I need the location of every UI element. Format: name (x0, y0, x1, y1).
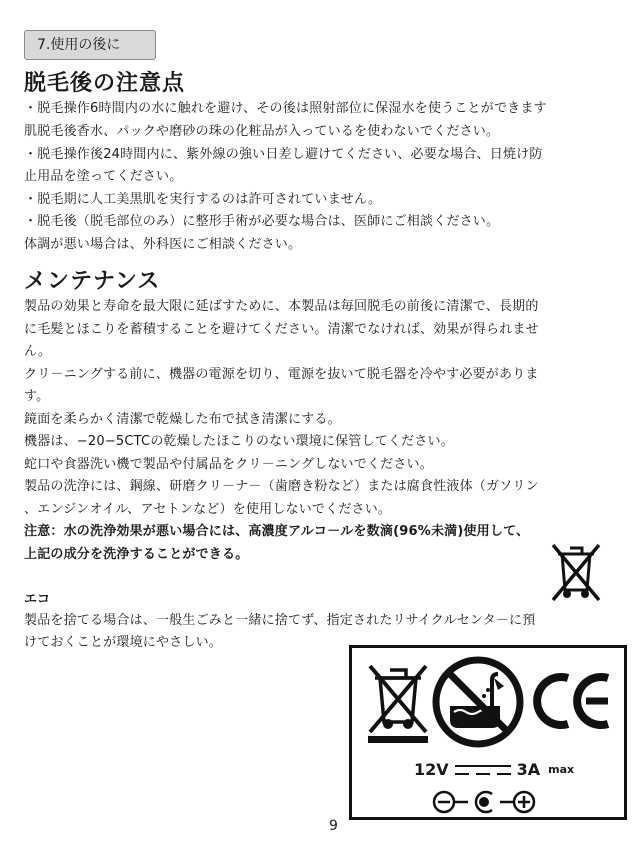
aftercare-line: 肌脱毛後香水、パックや磨砂の珠の化粧品が入っているを使わないでください。 (24, 124, 500, 139)
eco-heading: エコ (24, 592, 51, 607)
eco-line: けておくことが環境にやさしい。 (24, 635, 223, 650)
maintenance-line: 、エンジンオイル、アセトンなど）を使用しないでください。 (24, 502, 392, 517)
page-number: 9 (329, 818, 338, 834)
maintenance-note: 注意：水の洗浄効果が悪い場合には、高濃度アルコ－ルを数滴(96%未満)使用して、 (24, 524, 530, 539)
maintenance-note: 上記の成分を洗浄することができる。 (24, 547, 249, 562)
maintenance-line: 鏡面を柔らかく清潔で乾燥した布で拭き清潔にする。 (24, 412, 341, 427)
weee-bin-icon (548, 540, 604, 610)
aftercare-line: ・脱毛後（脱毛部位のみ）に整形手術が必要な場合は、医師にご相談ください。 (24, 214, 500, 229)
aftercare-line: ・脱毛期に人工美黒肌を実行するのは許可されていません。 (24, 192, 382, 207)
aftercare-line: 止用品を塗ってください。 (24, 169, 183, 184)
ce-mark-icon (532, 670, 616, 732)
aftercare-heading: 脱毛後の注意点 (24, 71, 186, 96)
maintenance-line: 製品の効果と寿命を最大限に延ばすために、本製品は毎回脱毛の前後に清潔で、長期的 (24, 299, 539, 314)
aftercare-line: ・脱毛操作6時間内の水に触れを避け、その後は照射部位に保湿水を使うことができます (24, 101, 547, 116)
maintenance-line: す。 (24, 389, 50, 404)
eco-line: 製品を捨てる場合は、一般生ごみと一緒に捨てず、指定されたリサイクルセンタ－に預 (24, 613, 536, 628)
voltage-value: 12V (414, 760, 449, 779)
dc-symbol-icon (455, 763, 511, 777)
maintenance-line: 機器は、−20−5CTCの乾燥したほこりのない環境に保管してください。 (24, 434, 454, 449)
aftercare-line: ・脱毛操作後24時間内に、紫外線の強い日差し避けてください、必要な場合、日焼け防 (24, 147, 543, 162)
maintenance-line: 蛇口や食器洗い機で製品や付属品をクリ－ニングしないでください。 (24, 457, 433, 472)
maintenance-line: ん。 (24, 344, 52, 359)
maintenance-heading: メンテナンス (24, 269, 161, 294)
polarity-icon (430, 788, 540, 816)
rating-voltage (414, 760, 574, 779)
rating-label-box (349, 645, 627, 820)
no-bath-icon (430, 654, 526, 750)
current-suffix: max (548, 763, 575, 776)
weee-bin-icon (362, 658, 434, 744)
maintenance-line: 製品の洗浄には、鋼線、研磨クリ－ナ－（歯磨き粉など）または腐食性液体（ガソリン (24, 479, 539, 494)
maintenance-line: クリ－ニングする前に、機器の電源を切り、電源を抜いて脱毛器を冷やす必要がありま (24, 367, 539, 382)
section-tab: 7.使用の後に (24, 30, 156, 60)
maintenance-line: に毛髪とほこりを蓄積することを避けてください。清潔でなければ、効果が得られませ (24, 322, 539, 337)
current-value: 3A (516, 760, 541, 779)
aftercare-line: 体調が悪い場合は、外科医にご相談ください。 (24, 237, 302, 252)
